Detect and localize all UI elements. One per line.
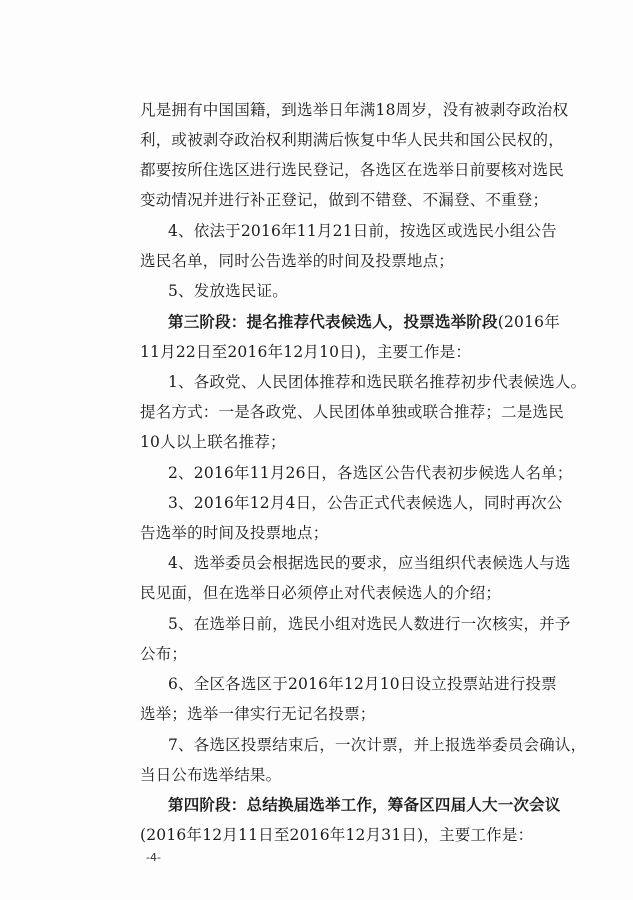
stage-4-heading-line xyxy=(168,795,608,815)
stage-3-heading-line xyxy=(168,312,608,332)
text-line: 6、全区各选区于2016年12月10日设立投票站进行投票 xyxy=(168,675,557,693)
text-line: 5、在选举日前，选民小组对选民人数进行一次核实，并予 xyxy=(168,615,571,633)
stage-3-date-start: (2016年 xyxy=(497,313,560,331)
page-number: -4- xyxy=(146,851,161,864)
text-line: 告选举的时间及投票地点； xyxy=(140,524,329,542)
text-line: 4、依法于2016年11月21日前，按选区或选民小组公告 xyxy=(168,222,557,240)
text-line: 提名方式：一是各政党、人民团体单独或联合推荐；二是选民 xyxy=(140,403,564,421)
text-line: 11月22日至2016年12月10日)，主要工作是： xyxy=(140,343,472,361)
text-line: 1、各政党、人民团体推荐和选民联名推荐初步代表候选人。 xyxy=(168,373,587,391)
text-line: 凡是拥有中国国籍，到选举日年满18周岁，没有被剥夺政治权 xyxy=(140,101,569,119)
stage-4-heading: 第四阶段：总结换届选举工作，筹备区四届人大一次会议 xyxy=(168,795,561,814)
text-line: 利，或被剥夺政治权利期满后恢复中华人民共和国公民权的， xyxy=(140,131,564,149)
text-line: 4、选举委员会根据选民的要求，应当组织代表候选人与选 xyxy=(168,554,571,572)
text-line: 3、2016年12月4日，公告正式代表候选人，同时再次公 xyxy=(168,494,563,512)
text-line: 当日公布选举结果。 xyxy=(140,766,282,784)
text-line: 选民名单，同时公告选举的时间及投票地点； xyxy=(140,252,455,270)
text-line: 10人以上联名推荐； xyxy=(140,433,286,451)
text-line: 公布； xyxy=(140,645,188,663)
stage-3-heading: 第三阶段：提名推荐代表候选人，投票选举阶段 xyxy=(168,312,498,331)
text-line: 5、发放选民证。 xyxy=(168,282,288,300)
text-line: 民见面，但在选举日必须停止对代表候选人的介绍； xyxy=(140,584,502,602)
text-line: 变动情况并进行补正登记，做到不错登、不漏登、不重登； xyxy=(140,191,549,209)
text-line: 2、2016年11月26日，各选区公告代表初步候选人名单； xyxy=(168,464,573,482)
text-line: 7、各选区投票结束后，一次计票，并上报选举委员会确认， xyxy=(168,736,587,754)
text-line: (2016年12月11日至2016年12月31日)，主要工作是： xyxy=(140,826,534,844)
text-line: 选举；选举一律实行无记名投票； xyxy=(140,705,376,723)
text-line: 都要按所住选区进行选民登记，各选区在选举日前要核对选民 xyxy=(140,161,564,179)
